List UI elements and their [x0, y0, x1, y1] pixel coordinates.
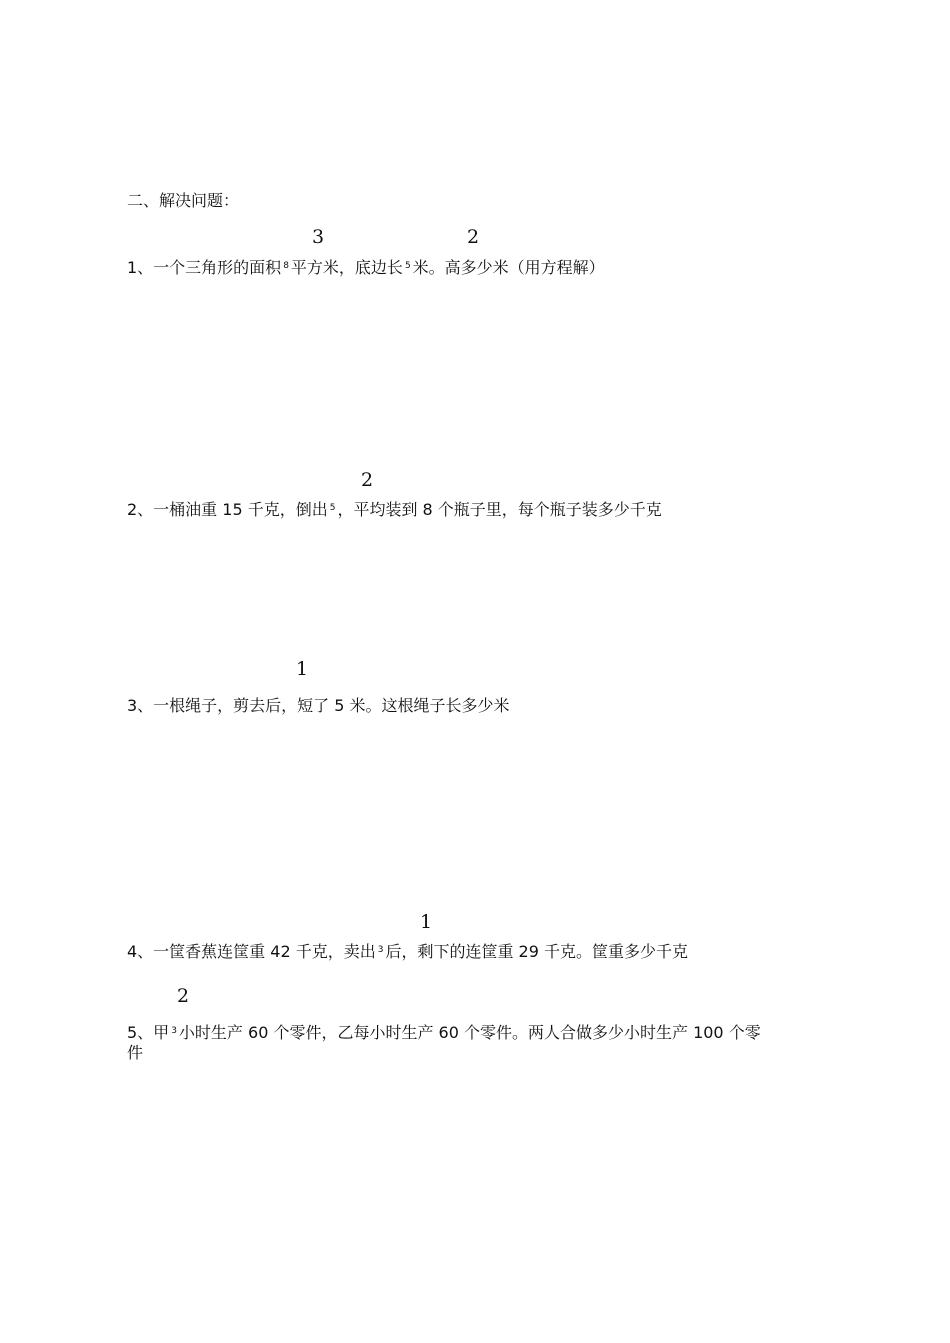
- q1-text-part-2: 平方米，底边长: [290, 258, 403, 277]
- question-4: [127, 940, 688, 962]
- q5-fraction-numerator: 2: [177, 985, 190, 1007]
- q5-text-part-1: 5、甲: [127, 1023, 170, 1042]
- q1-text-part-3: 米。高多少米（用方程解）: [412, 258, 605, 277]
- question-2: [127, 498, 662, 520]
- q1-fraction-numerator-b: 2: [467, 226, 480, 248]
- section-heading: 二、解决问题：: [127, 191, 240, 210]
- q4-fraction-denominator: 3: [377, 945, 384, 955]
- q4-text-part-2: 后，剩下的连筐重 29 千克。筐重多少千克: [385, 942, 688, 961]
- q4-fraction-numerator: 1: [420, 911, 433, 933]
- q1-fraction-denominator-b: 5: [404, 261, 411, 271]
- q5-text-part-3: 件: [127, 1043, 144, 1062]
- q1-fraction-numerator-a: 3: [312, 226, 325, 248]
- q5-text-part-2: 小时生产 60 个零件，乙每小时生产 60 个零件。两人合做多少小时生产 100 个零: [178, 1023, 761, 1042]
- q2-text-part-2: ，平均装到 8 个瓶子里，每个瓶子装多少千克: [337, 500, 662, 519]
- q2-fraction-denominator: 5: [329, 503, 336, 513]
- q2-fraction-numerator: 2: [361, 469, 374, 491]
- question-3: [127, 696, 510, 716]
- question-5-line-2: [127, 1043, 143, 1063]
- q3-text-part-1: 3、一根绳子，剪去后，短了 5 米。这根绳子长多少米: [127, 696, 510, 715]
- q1-fraction-denominator-a: 8: [283, 261, 289, 271]
- question-5-line-1: [127, 1021, 761, 1043]
- q4-text-part-1: 4、一筐香蕉连筐重 42 千克，卖出: [127, 942, 376, 961]
- q2-text-part-1: 2、一桶油重 15 千克，倒出: [127, 500, 328, 519]
- q3-fraction-numerator: 1: [296, 658, 309, 680]
- q5-fraction-denominator: 3: [171, 1026, 177, 1036]
- q1-text-part-1: 1、一个三角形的面积: [127, 258, 282, 277]
- question-1: [127, 256, 605, 278]
